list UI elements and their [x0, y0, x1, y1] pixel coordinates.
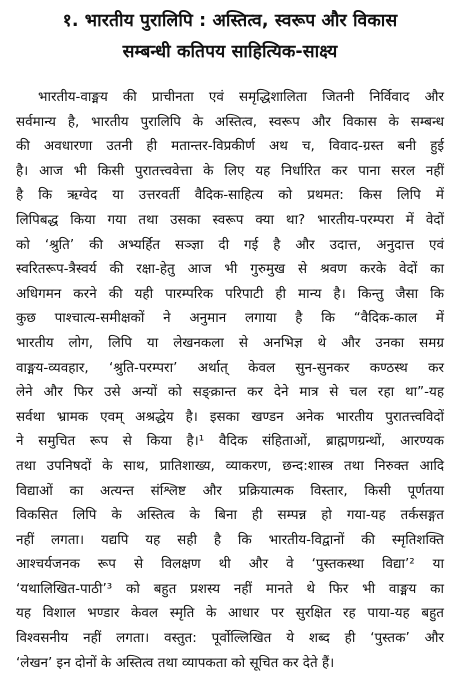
paragraph-line: लिपिबद्ध किया गया तथा उसका स्वरूप क्या था? भारतीय-परम्परा में वेदों: [16, 211, 444, 228]
chapter-heading: [16, 6, 444, 68]
paragraph-line: विद्याओं का अत्यन्त संश्लिष्ट और प्रक्रियात्मक विस्तार, किसी पूर्णतया: [16, 482, 444, 499]
paragraph-line: ने समुचित रूप से किया है।¹ वैदिक संहिताओं, ब्राह्मणग्रन्थों, आरण्यक: [16, 433, 444, 450]
paragraph-line: को ‘श्रुति’ की अभ्यर्हित सञ्ज्ञा दी गई है और उदात्त, अनुदात्त एवं: [16, 236, 444, 253]
paragraph-line: वाङ्मय-व्यवहार, ‘श्रुति-परम्परा’ अर्थात् केवल सुन-सुनकर कण्ठस्थ कर: [16, 359, 444, 376]
paragraph-line: अधिगमन करने की यही पारम्परिक परिपाटी ही मान्य है। किन्तु जैसा कि: [16, 285, 444, 302]
paragraph-line: विश्वसनीय नहीं लगता। वस्तुत: पूर्वोल्लिखित ये शब्द ही ‘पुस्तक’ और: [16, 630, 444, 647]
body-paragraph: [16, 85, 444, 675]
paragraph-line: ‘लेखन’ इन दोनों के अस्तित्व तथा व्यापकता को सूचित कर देते हैं।: [16, 654, 335, 671]
paragraph-line: ‘यथालिखित-पाठी’³ को बहुत प्रशस्य नहीं मानते थे फिर भी वाङ्मय का: [16, 580, 444, 597]
paragraph-line: की अवधारणा उतनी ही मतान्तर-विप्रकीर्ण अथ च, विवाद-ग्रस्त बनी हुई: [16, 138, 444, 155]
paragraph-line: यह विशाल भण्डार केवल स्मृति के आधार पर सुरक्षित रह पाया-यह बहुत: [16, 605, 444, 622]
paragraph-line: भारतीय-वाङ्मय की प्राचीनता एवं समृद्धिशालिता जितनी निर्विवाद और: [38, 89, 444, 105]
paragraph-line: नहीं लगता। यद्यपि यह सही है कि भारतीय-विद्वानों की स्मृतिशक्ति: [16, 531, 444, 548]
paragraph-line: सर्वमान्य है, भारतीय पुरालिपि के अस्तित्व, स्वरूप और विकास के सम्बन्ध: [16, 113, 444, 130]
paragraph-line: भारतीय लोग, लिपि या लेखनकला से अनभिज्ञ थे और उनका समग्र: [16, 334, 444, 351]
paragraph-line: सर्वथा भ्रामक एवम् अश्रद्धेय है। इसका खण्डन अनेक भारतीय पुरातत्त्वविदों: [16, 408, 444, 425]
paragraph-line: है कि ऋग्वेद या उत्तरवर्ती वैदिक-साहित्य को प्रथमत: किस लिपि में: [16, 187, 444, 204]
paragraph-line: आश्चर्यजनक रूप से विलक्षण थी और वे ‘पुस्तकस्था विद्या’² या: [16, 556, 444, 573]
chapter-title-line-1: १. भारतीय पुरालिपि : अस्तित्व, स्वरूप और विकास: [62, 11, 398, 31]
paragraph-line: विकसित लिपि के अस्तित्व के बिना ही सम्पन्न हो गया-यह तर्कसङ्गत: [16, 507, 444, 524]
paragraph-line: कुछ पाश्चात्य-समीक्षकों ने अनुमान लगाया है कि “वैदिक-काल में: [16, 310, 444, 327]
paragraph-line: स्वरितरूप-त्रैस्वर्य की रक्षा-हेतु आज भी गुरुमुख से श्रवण करके वेदों का: [16, 261, 444, 278]
paragraph-line: तथा उपनिषदों के साथ, प्रातिशाख्य, व्याकरण, छन्द:शास्त्र तथा निरुक्त आदि: [16, 457, 444, 474]
paragraph-line: है। आज भी किसी पुरातत्त्ववेत्ता के लिए यह निर्धारित कर पाना सरल नहीं: [16, 162, 444, 179]
chapter-title-line-2: सम्बन्धी कतिपय साहित्यिक-साक्ष्य: [122, 42, 338, 62]
paragraph-line: लेने और फिर उसे अन्यों को सङ्क्रान्त कर देने मात्र से चल रहा था”-यह: [16, 384, 444, 401]
